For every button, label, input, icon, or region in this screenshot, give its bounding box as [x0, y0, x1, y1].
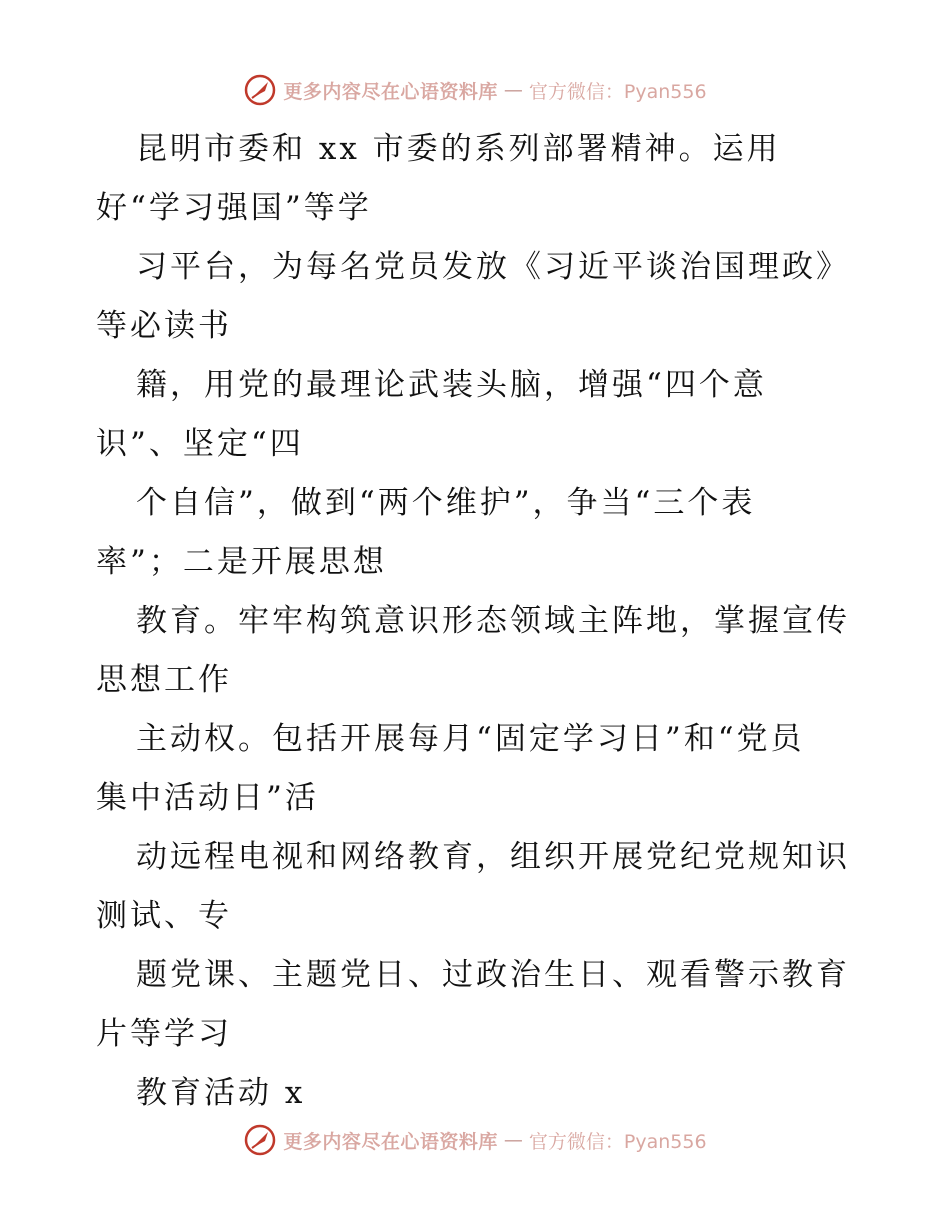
watermark-wechat-label: 官方微信：Pyan556	[528, 80, 707, 103]
text-line: 片等学习	[96, 1016, 232, 1052]
text-line: 集中活动日”活	[96, 780, 319, 816]
text-line: 等必读书	[96, 308, 232, 344]
quill-logo-icon	[243, 73, 277, 107]
text-line: 籍，用党的最理论武装头脑，增强“四个意	[136, 367, 767, 403]
text-line: 好“学习强国”等学	[96, 190, 372, 226]
text-line: 测试、专	[96, 898, 232, 934]
watermark-separator: —	[503, 1129, 523, 1151]
text-line: 教育。牢牢构筑意识形态领域主阵地，掌握宣传	[136, 603, 850, 639]
footer-watermark	[0, 1120, 950, 1160]
watermark-site-text: 更多内容尽在心语资料库	[283, 1130, 498, 1153]
watermark-wechat-label: 官方微信：Pyan556	[528, 1130, 707, 1153]
watermark-site-text: 更多内容尽在心语资料库	[283, 80, 498, 103]
text-line: 动远程电视和网络教育，组织开展党纪党规知识	[136, 839, 850, 875]
text-line: 教育活动 x	[136, 1075, 306, 1111]
text-line: 个自信”，做到“两个维护”，争当“三个表	[136, 485, 756, 521]
quill-logo-icon	[243, 1123, 277, 1157]
text-line: 题党课、主题党日、过政治生日、观看警示教育	[136, 957, 850, 993]
text-line: 主动权。包括开展每月“固定学习日”和“党员	[136, 721, 805, 757]
text-line: 习平台，为每名党员发放《习近平谈治国理政》	[136, 249, 850, 285]
text-line: 思想工作	[96, 662, 232, 698]
document-body	[96, 120, 876, 1123]
header-watermark	[0, 70, 950, 110]
text-line: 识”、坚定“四	[96, 426, 304, 462]
text-line: 昆明市委和 xx 市委的系列部署精神。运用	[136, 131, 781, 167]
text-line: 率”；二是开展思想	[96, 544, 387, 580]
watermark-separator: —	[503, 79, 523, 101]
